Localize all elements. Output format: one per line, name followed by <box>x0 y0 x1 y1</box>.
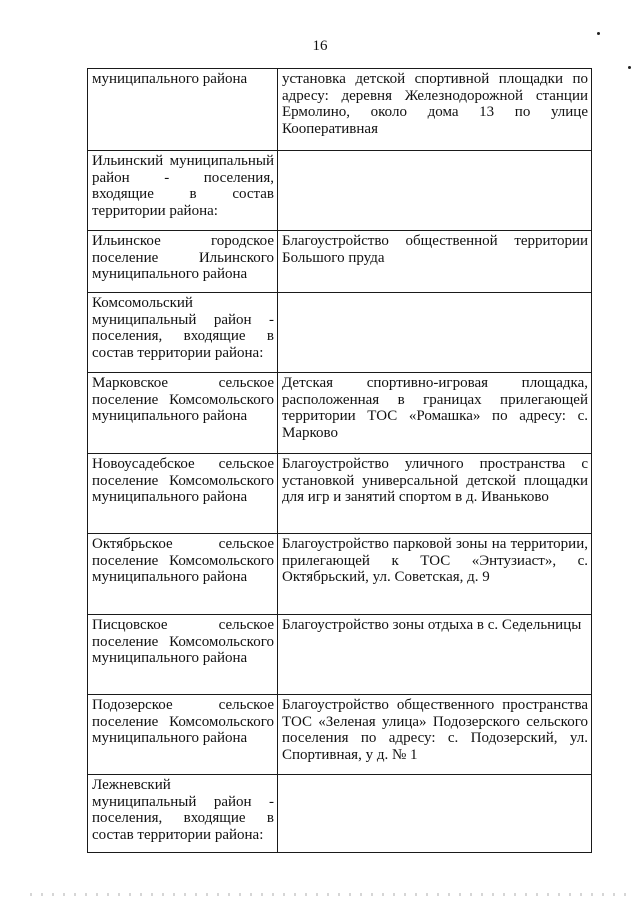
district-name: Писцовское сельское поселение Комсомольского муниципального района <box>92 617 274 666</box>
project-description: Благоустройство общественного пространства ТОС «Зеленая улица» Подозерского сельского поселения по адресу: с. Подозерский, ул. Спортивная, у д. № 1 <box>282 697 588 763</box>
project-description: Благоустройство зоны отдыха в с. Седельницы <box>282 617 582 633</box>
project-cell <box>278 534 592 615</box>
scan-speck <box>597 32 600 35</box>
district-cell <box>88 615 278 695</box>
district-name: Марковское сельское поселение Комсомольского муниципального района <box>92 375 274 424</box>
project-cell <box>278 695 592 775</box>
district-cell <box>88 775 278 853</box>
district-cell <box>88 373 278 454</box>
district-name: Лежневский муниципальный район - поселения, входящие в состав территории района: <box>92 777 274 843</box>
district-cell <box>88 69 278 151</box>
project-cell <box>278 151 592 231</box>
district-name: Ильинский муниципальный район - поселения, входящие в состав территории района: <box>92 153 274 219</box>
district-cell <box>88 534 278 615</box>
district-cell <box>88 231 278 293</box>
project-description: Детская спортивно-игровая площадка, расположенная в границах прилегающей территории ТОС «Ромашка» по адресу: с. Марково <box>282 375 588 441</box>
district-name: муниципального района <box>92 71 248 87</box>
district-name: Ильинское городское поселение Ильинского муниципального района <box>92 233 274 282</box>
project-description: Благоустройство парковой зоны на территории, прилегающей к ТОС «Энтузиаст», с. Октябрьский, ул. Советская, д. 9 <box>282 536 588 585</box>
table-row <box>88 775 592 853</box>
table-row <box>88 534 592 615</box>
project-cell <box>278 231 592 293</box>
project-cell <box>278 615 592 695</box>
table-row <box>88 695 592 775</box>
project-cell <box>278 454 592 534</box>
scan-speck <box>628 66 631 69</box>
scan-noise <box>30 893 630 896</box>
projects-table <box>87 68 592 853</box>
table-row <box>88 293 592 373</box>
district-cell <box>88 293 278 373</box>
project-cell <box>278 373 592 454</box>
district-cell <box>88 695 278 775</box>
project-cell <box>278 293 592 373</box>
district-name: Комсомольский муниципальный район - поселения, входящие в состав территории района: <box>92 295 274 361</box>
table-row <box>88 151 592 231</box>
table-row <box>88 373 592 454</box>
district-name: Новоусадебское сельское поселение Комсомольского муниципального района <box>92 456 274 505</box>
project-cell <box>278 69 592 151</box>
district-cell <box>88 151 278 231</box>
project-description: установка детской спортивной площадки по адресу: деревня Железнодорожной станции Ермолино, около дома 13 по улице Кооперативная <box>282 71 588 137</box>
district-name: Октябрьское сельское поселение Комсомольского муниципального района <box>92 536 274 585</box>
page-number: 16 <box>312 38 328 54</box>
table-row <box>88 231 592 293</box>
project-cell <box>278 775 592 853</box>
district-name: Подозерское сельское поселение Комсомольского муниципального района <box>92 697 274 746</box>
table-row <box>88 615 592 695</box>
table-row <box>88 69 592 151</box>
project-description: Благоустройство общественной территории Большого пруда <box>282 233 588 266</box>
project-description: Благоустройство уличного пространства с установкой универсальной детской площадки для игр и занятий спортом в д. Иваньково <box>282 456 588 505</box>
table-row <box>88 454 592 534</box>
district-cell <box>88 454 278 534</box>
